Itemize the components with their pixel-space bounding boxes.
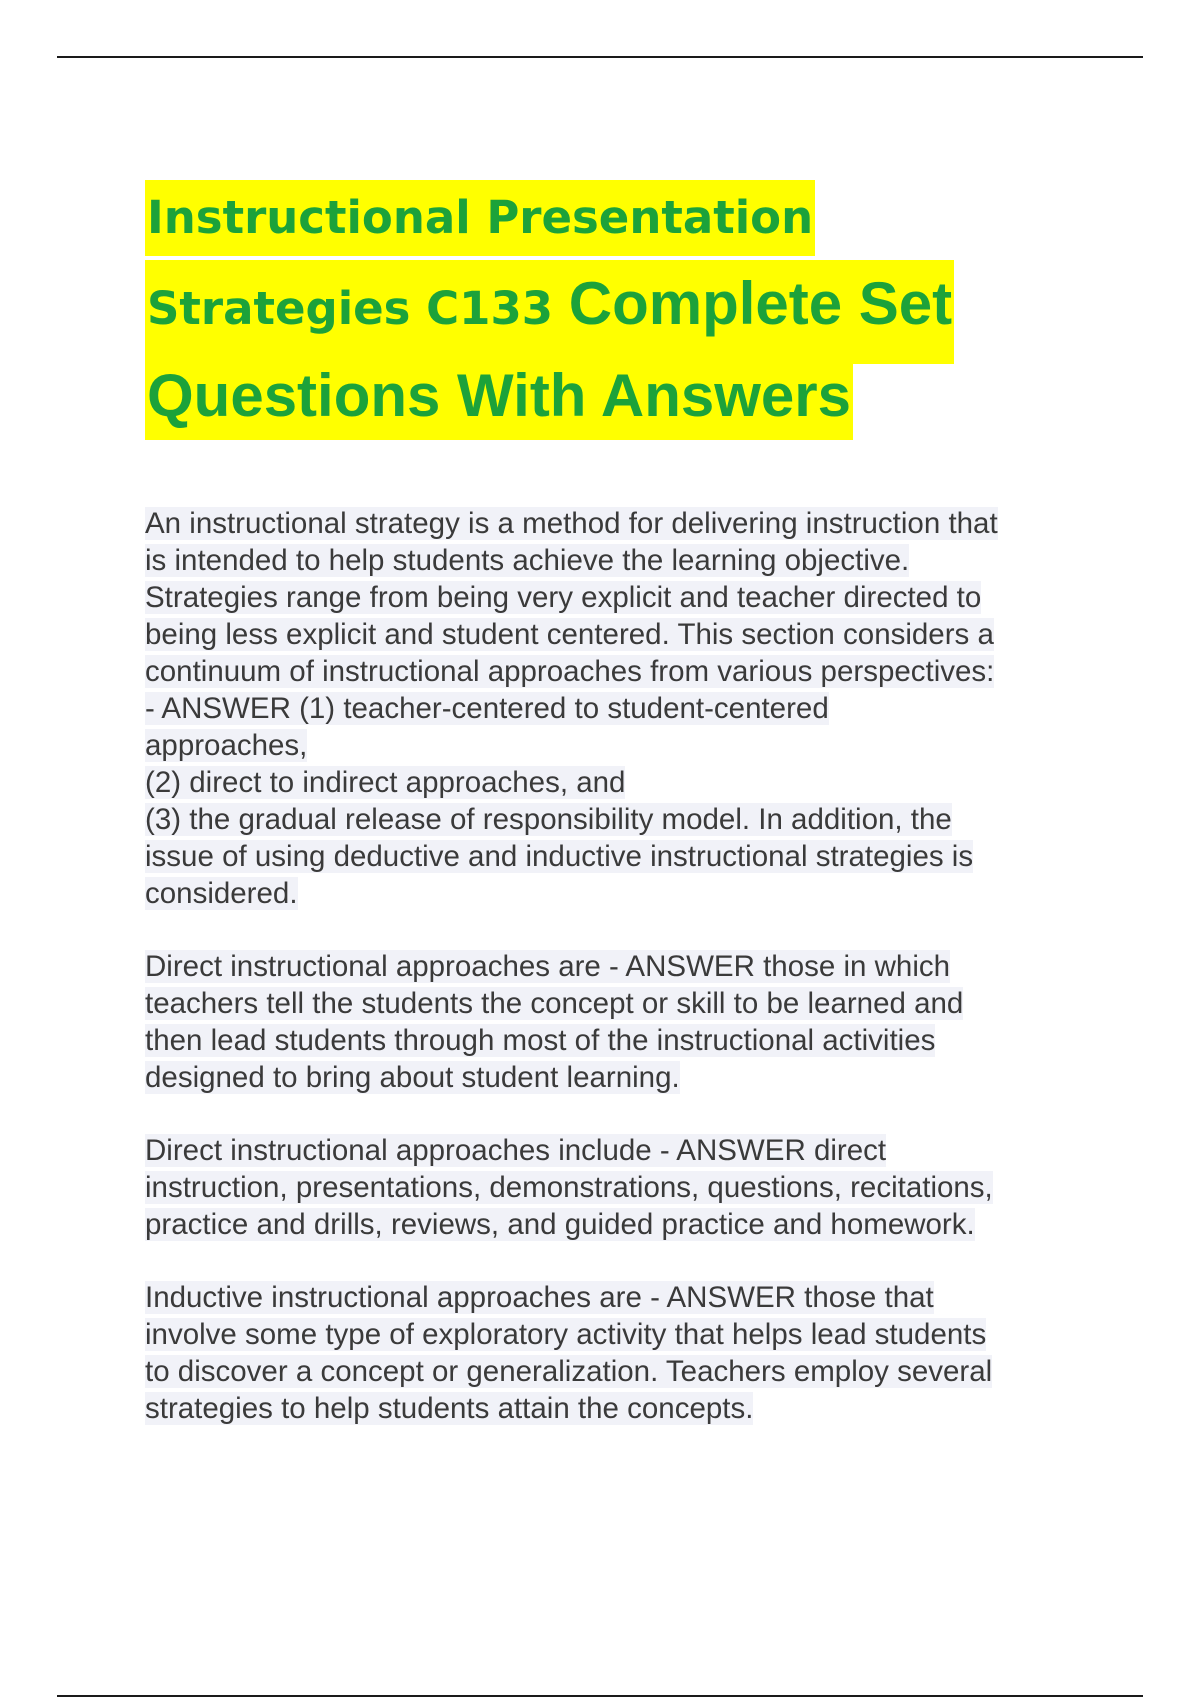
text-line: Inductive instructional approaches are - ANSWER those that [145, 1281, 934, 1314]
text-line: designed to bring about student learning. [145, 1061, 680, 1094]
text-line: Direct instructional approaches are - ANSWER those in which [145, 950, 951, 983]
qa-paragraph-1 [145, 505, 1085, 912]
text-line: continuum of instructional approaches from various perspectives: [145, 655, 995, 688]
title-line-2 [145, 260, 1065, 352]
text-line: Direct instructional approaches include - ANSWER direct [145, 1134, 887, 1167]
text-line: An instructional strategy is a method for delivering instruction that [145, 507, 998, 540]
document-title [145, 180, 1065, 447]
text-line: approaches, [145, 729, 308, 762]
title-line-3-text: Questions With Answers [145, 352, 853, 440]
text-line: considered. [145, 877, 298, 910]
title-line-2-part-a: Strategies C133 [147, 282, 569, 335]
title-line-1-text: Instructional Presentation [145, 180, 815, 256]
title-line-1 [145, 180, 1065, 260]
text-line: instruction, presentations, demonstrations, questions, recitations, [145, 1171, 993, 1204]
text-line: Strategies range from being very explicit and teacher directed to [145, 581, 982, 614]
title-line-3 [145, 352, 1065, 447]
text-line: to discover a concept or generalization. Teachers employ several [145, 1355, 993, 1388]
qa-paragraph-2 [145, 948, 1085, 1096]
text-line: issue of using deductive and inductive instructional strategies is [145, 840, 974, 873]
text-line: (3) the gradual release of responsibility model. In addition, the [145, 803, 952, 836]
title-line-2-highlight [145, 260, 954, 364]
text-line: is intended to help students achieve the learning objective. [145, 544, 910, 577]
text-line: (2) direct to indirect approaches, and [145, 766, 626, 799]
text-line: practice and drills, reviews, and guided practice and homework. [145, 1208, 975, 1241]
document-body [145, 505, 1085, 1463]
top-rule [57, 56, 1143, 58]
text-line: strategies to help students attain the concepts. [145, 1392, 754, 1425]
qa-paragraph-3 [145, 1132, 1085, 1243]
text-line: involve some type of exploratory activity that helps lead students [145, 1318, 987, 1351]
title-line-2-part-b: Complete Set [568, 270, 953, 337]
bottom-rule [57, 1695, 1143, 1697]
text-line: being less explicit and student centered. This section considers a [145, 618, 994, 651]
text-line: then lead students through most of the instructional activities [145, 1024, 936, 1057]
qa-paragraph-4 [145, 1279, 1085, 1427]
text-line: teachers tell the students the concept or skill to be learned and [145, 987, 964, 1020]
text-line: - ANSWER (1) teacher-centered to student-centered [145, 692, 829, 725]
